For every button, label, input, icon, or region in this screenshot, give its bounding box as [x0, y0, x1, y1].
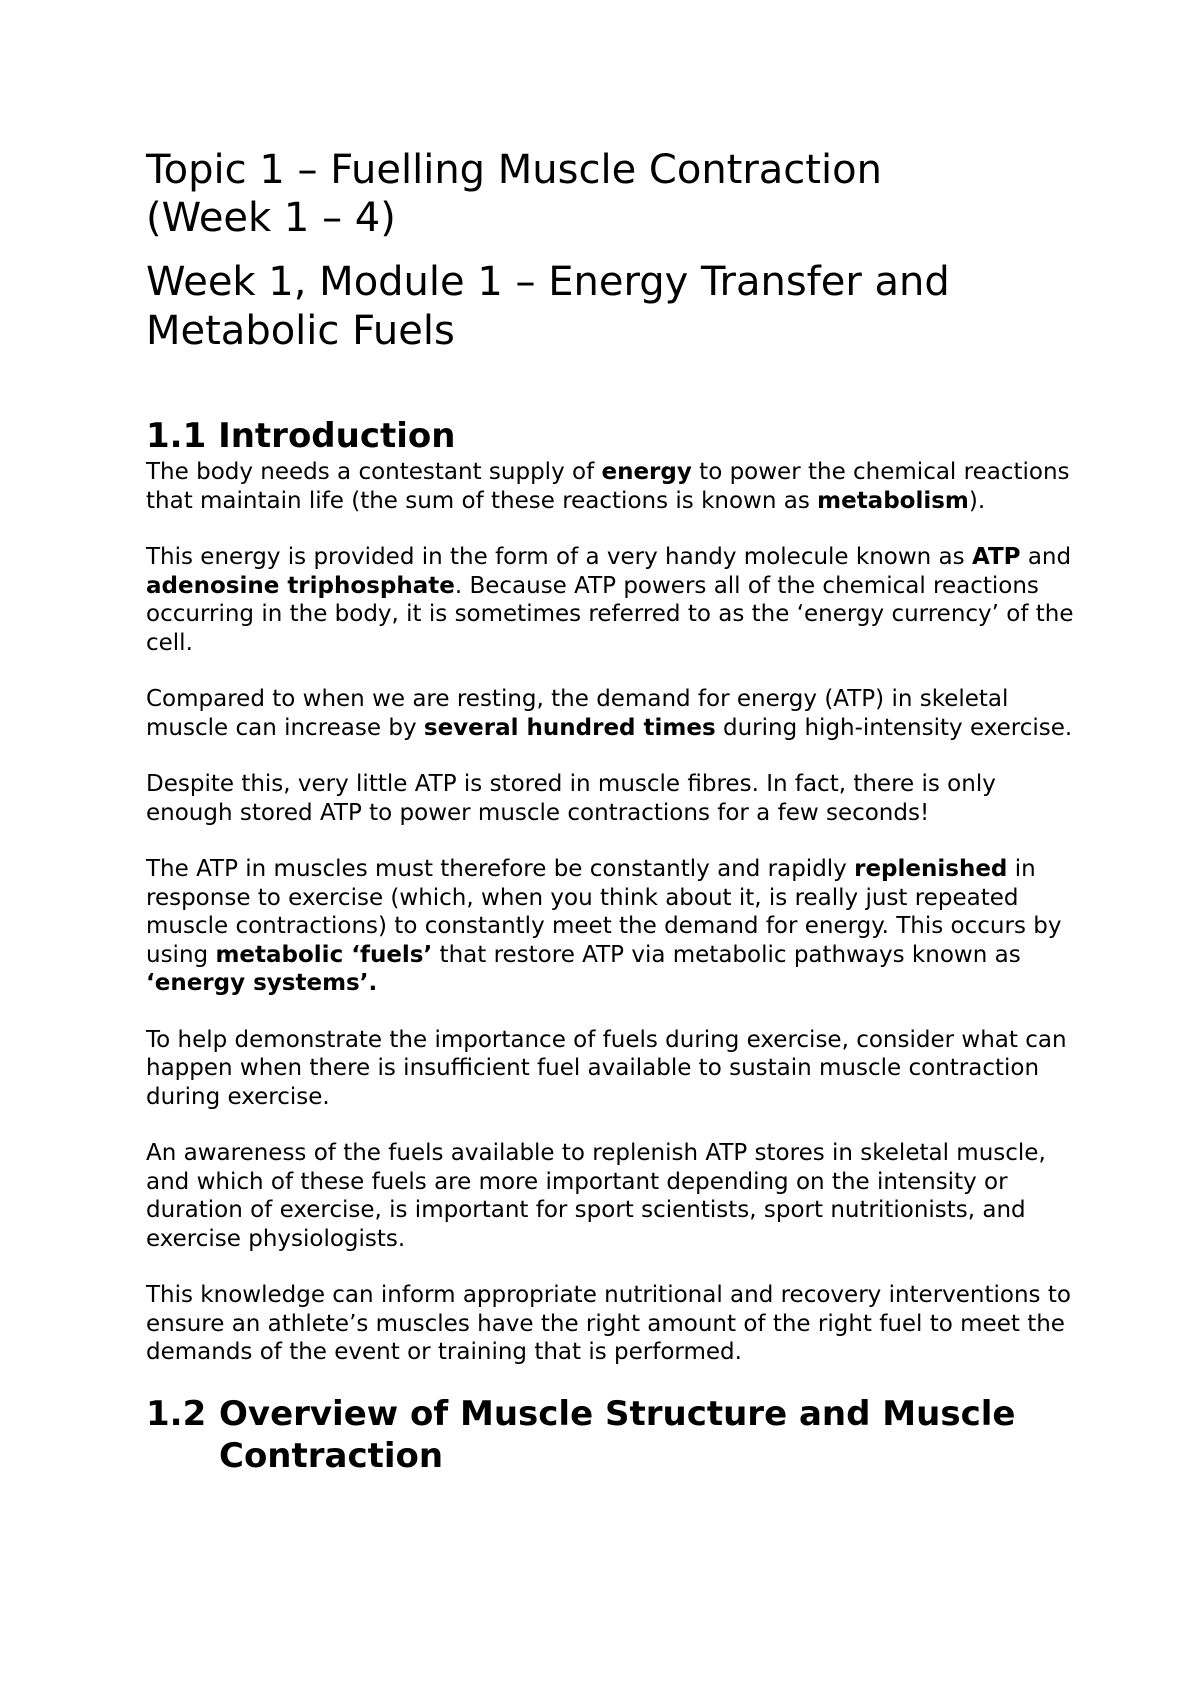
term-adenosine-triphosphate: adenosine triphosphate — [146, 572, 455, 599]
document-page — [146, 146, 1086, 1477]
paragraph-2: This energy is provided in the form of a very handy molecule known as ATP and adenosine triphosphate. Because ATP powers all of the chemical reactions occurring in the body, it is sometimes referred to as the ‘energy currency’ of the cell. — [146, 544, 1074, 656]
paragraph-6: To help demonstrate the importance of fuels during exercise, consider what can happen when there is insufficient fuel available to sustain muscle contraction during exercise. — [146, 1026, 1067, 1110]
section-heading-muscle-structure — [146, 1393, 1086, 1477]
term-atp: ATP — [971, 544, 1021, 570]
section-number: 1.2 — [146, 1393, 207, 1434]
module-title — [146, 258, 1086, 356]
term-metabolic-fuels: metabolic ‘fuels’ — [215, 941, 433, 968]
term-replenished: replenished — [854, 856, 1008, 882]
module-title-line-1: Week 1, Module 1 – Energy Transfer and — [146, 259, 950, 305]
paragraph-8: This knowledge can inform appropriate nutritional and recovery interventions to ensure an athlete’s muscles have the right amount of the right fuel to meet the demands of the event or training that is performed. — [146, 1282, 1071, 1365]
topic-title-line-2: (Week 1 – 4) — [146, 195, 396, 241]
paragraph-7: An awareness of the fuels available to replenish ATP stores in skeletal muscle, and which of these fuels are more important depending on the intensity or duration of exercise, is important for sport scientists, sport nutritionists, and exercise physiologists. — [146, 1140, 1046, 1252]
paragraph-4: Despite this, very little ATP is stored in muscle fibres. In fact, there is only enough stored ATP to power muscle contractions for a few seconds! — [146, 771, 996, 826]
term-energy-systems: ‘energy systems’. — [146, 970, 378, 996]
topic-title-line-1: Topic 1 – Fuelling Muscle Contraction — [146, 147, 882, 193]
term-energy: energy — [601, 459, 692, 485]
topic-title — [146, 146, 1086, 242]
paragraph-5: The ATP in muscles must therefore be constantly and rapidly replenished in response to exercise (which, when you think about it, is really just repeated muscle contractions) to constantly meet the demand for energy. This occurs by using metabolic ‘fuels’ that restore ATP via metabolic pathways known as ‘energy systems’. — [146, 856, 1062, 996]
section-heading-text: Overview of Muscle Structure and Muscle Contraction — [219, 1393, 1016, 1476]
paragraph-1: The body needs a contestant supply of energy to power the chemical reactions that maintain life (the sum of these reactions is known as metabolism). — [146, 459, 1070, 514]
term-metabolism: metabolism — [817, 487, 969, 514]
section-heading-introduction: 1.1 Introduction — [146, 416, 456, 456]
term-several-hundred-times: several hundred times — [423, 714, 716, 741]
paragraph-3: Compared to when we are resting, the demand for energy (ATP) in skeletal muscle can increase by several hundred times during high-intensity exercise. — [146, 686, 1073, 741]
module-title-line-2: Metabolic Fuels — [146, 308, 455, 354]
